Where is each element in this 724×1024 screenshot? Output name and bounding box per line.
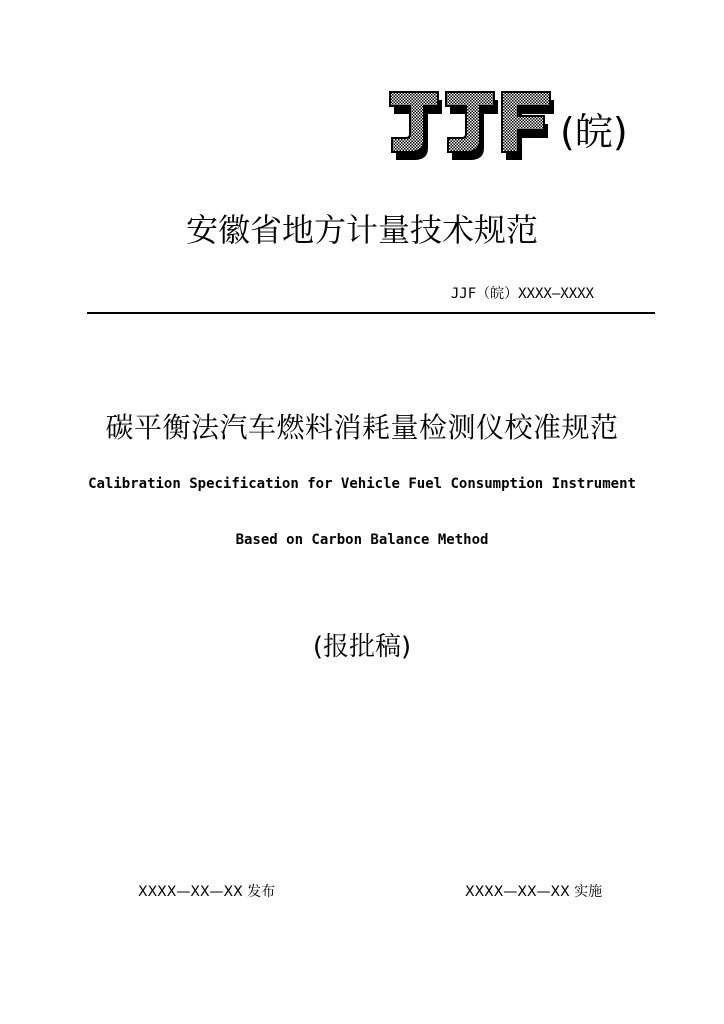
implementation-date: XXXX—XX—XX 实施 bbox=[465, 884, 603, 900]
publish-date: XXXX—XX—XX 发布 bbox=[138, 884, 276, 900]
chinese-title: 碳平衡法汽车燃料消耗量检测仪校准规范 bbox=[105, 411, 619, 444]
jjf-logo bbox=[380, 88, 556, 160]
organization-title: 安徽省地方计量技术规范 bbox=[185, 211, 538, 249]
logo-province-suffix: (皖) bbox=[560, 110, 628, 154]
draft-status: (报批稿) bbox=[312, 632, 412, 662]
header-divider bbox=[87, 312, 655, 314]
english-title-line-2: Based on Carbon Balance Method bbox=[235, 532, 489, 548]
english-title-line-1: Calibration Specification for Vehicle Fuel Consumption Instrument bbox=[88, 476, 636, 492]
document-number: JJF（皖）XXXX—XXXX bbox=[450, 286, 594, 302]
jjf-logo-graphic bbox=[380, 88, 556, 160]
